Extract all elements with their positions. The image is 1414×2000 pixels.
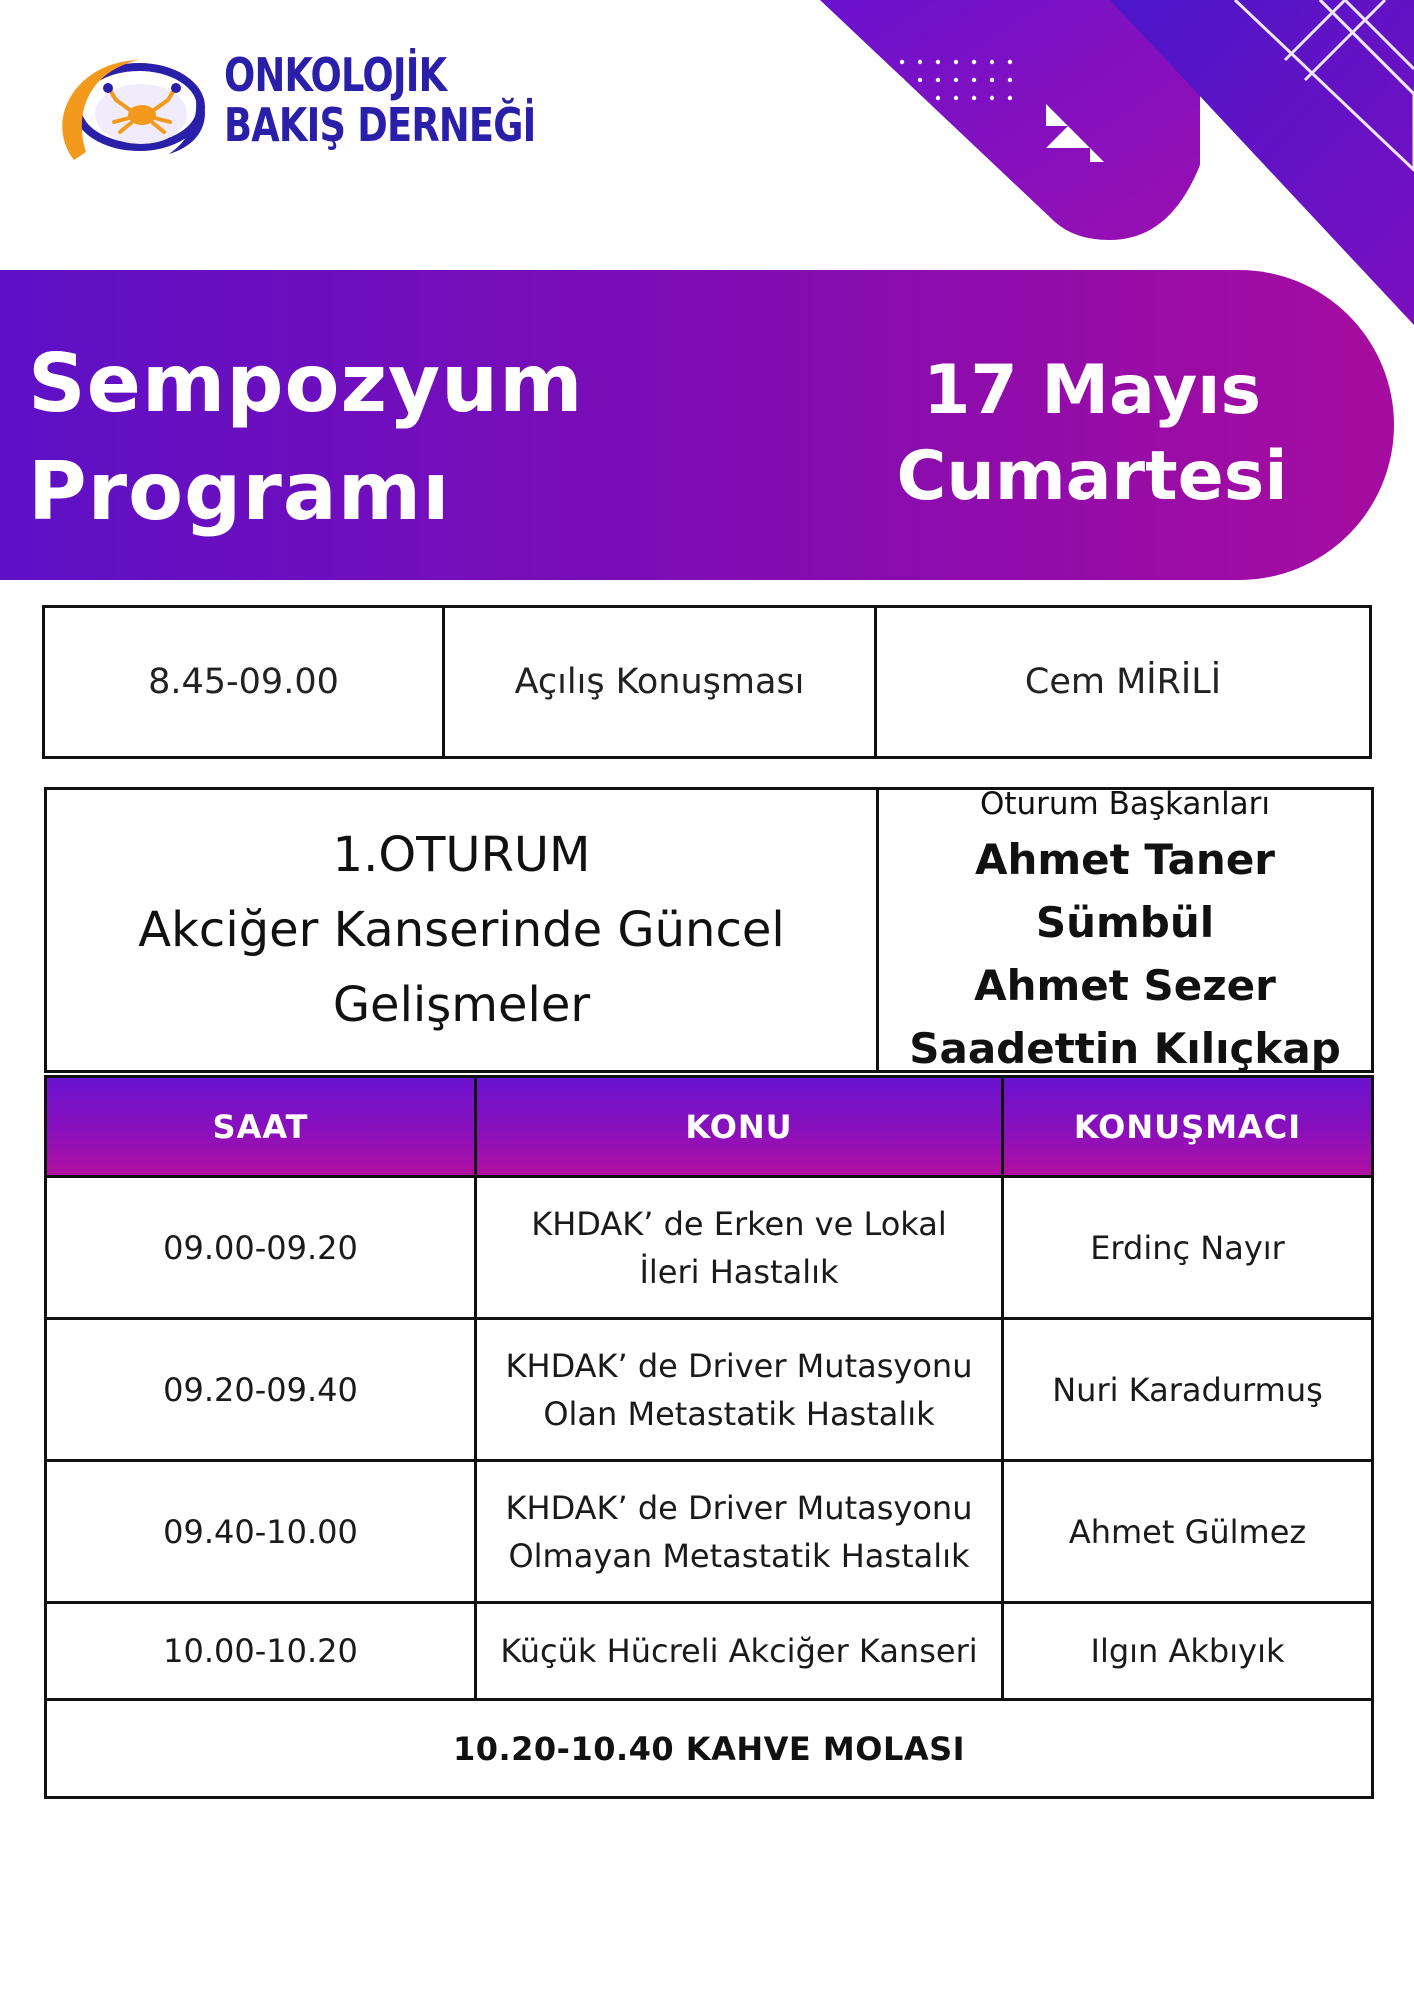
row-speaker: Ahmet Gülmez (1068, 1512, 1307, 1551)
table-row (47, 1178, 1371, 1320)
opening-topic: Açılış Konuşması (445, 608, 877, 756)
row-topic-line1: Küçük Hücreli Akciğer Kanseri (500, 1632, 978, 1670)
row-time: 09.00-09.20 (47, 1178, 477, 1317)
organization-name-line2: BAKIŞ DERNEĞİ (224, 98, 536, 152)
header-topic: KONU (477, 1078, 1004, 1175)
session-title-line1: Akciğer Kanserinde Güncel (138, 901, 785, 958)
table-row (47, 1604, 1371, 1701)
table-header (47, 1078, 1371, 1178)
row-topic-line2: İleri Hastalık (639, 1252, 839, 1291)
date-line1: 17 Mayıs (923, 351, 1261, 430)
chair-name: Ahmet Sezer (974, 961, 1276, 1010)
row-topic-line2: Olmayan Metastatik Hastalık (508, 1536, 970, 1575)
page-title (28, 330, 583, 546)
row-topic (477, 1320, 1004, 1459)
table-row (47, 1462, 1371, 1604)
organization-name (224, 50, 536, 150)
title-line1: Sempozyum (28, 337, 584, 430)
row-topic (477, 1604, 1004, 1698)
coffee-break-row: 10.20-10.40 KAHVE MOLASI (452, 1729, 966, 1768)
chairs-label: Oturum Başkanları (979, 786, 1271, 822)
header-time: SAAT (47, 1078, 477, 1175)
header-speaker: KONUŞMACI (1073, 1107, 1302, 1146)
session-title-line2: Gelişmeler (332, 976, 591, 1033)
schedule-table (44, 1075, 1374, 1799)
row-time: 09.40-10.00 (47, 1462, 477, 1601)
row-time: 10.00-10.20 (47, 1604, 477, 1698)
title-line2: Programı (28, 445, 451, 538)
session-chairs (879, 786, 1371, 1073)
session-block (44, 787, 1374, 1073)
chair-name: Saadettin Kılıçkap (909, 1024, 1341, 1073)
row-topic-line1: KHDAK’ de Erken ve Lokal (531, 1204, 947, 1243)
row-topic (477, 1462, 1004, 1601)
table-row (47, 1320, 1371, 1462)
organization-name-line1: ONKOLOJİK (224, 48, 447, 102)
event-date (842, 348, 1342, 520)
row-topic-line2: Olan Metastatik Hastalık (543, 1394, 935, 1433)
row-topic-line1: KHDAK’ de Driver Mutasyonu (505, 1488, 973, 1527)
row-speaker: Nuri Karadurmuş (1052, 1370, 1323, 1409)
opening-row (42, 605, 1372, 759)
session-number: 1.OTURUM (332, 826, 591, 883)
opening-speaker: Cem MİRİLİ (1024, 662, 1222, 702)
session-title (47, 790, 879, 1070)
crab-logo-icon (44, 52, 224, 162)
chair-name: Ahmet Taner Sümbül (974, 835, 1276, 947)
row-time: 09.20-09.40 (47, 1320, 477, 1459)
opening-time: 8.45-09.00 (45, 608, 445, 756)
row-topic (477, 1178, 1004, 1317)
row-speaker: Ilgın Akbıyık (1090, 1632, 1285, 1670)
date-line2: Cumartesi (896, 437, 1288, 516)
row-topic-line1: KHDAK’ de Driver Mutasyonu (505, 1346, 973, 1385)
row-speaker: Erdinç Nayır (1090, 1228, 1285, 1267)
